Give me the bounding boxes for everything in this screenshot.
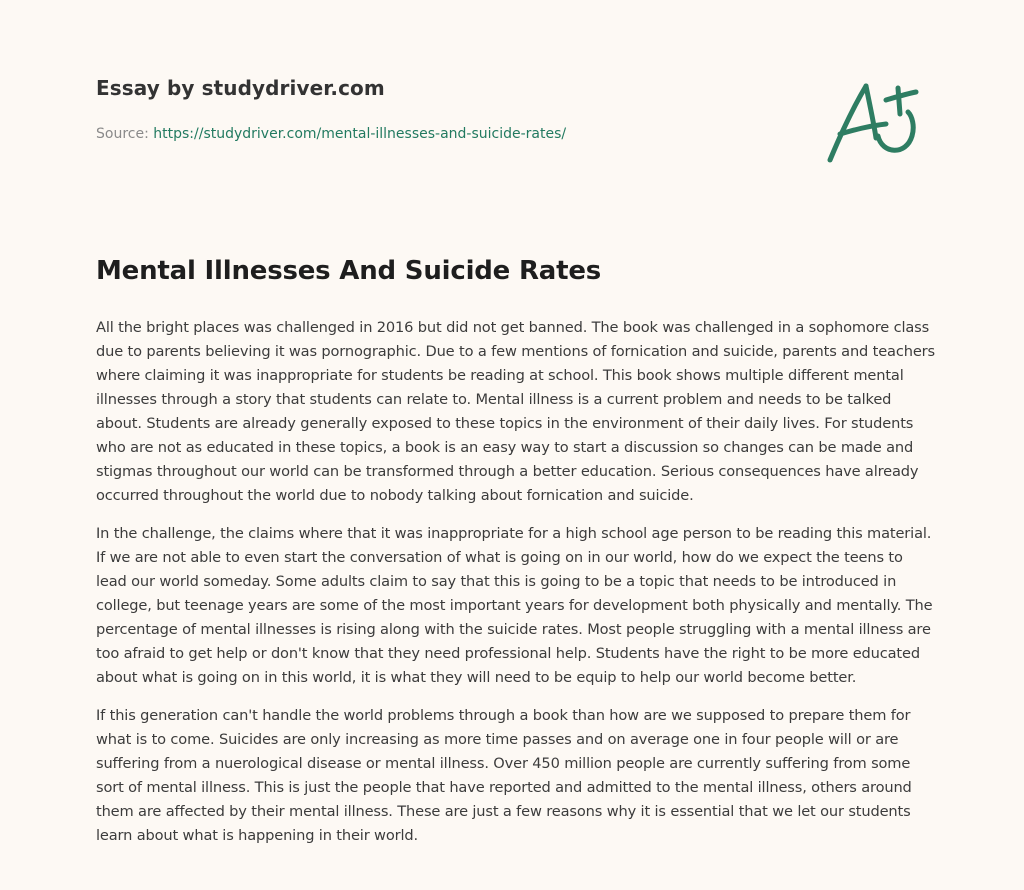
source-link[interactable]: https://studydriver.com/mental-illnesses-and-suicide-rates/ <box>153 126 567 142</box>
article-paragraph: All the bright places was challenged in 2016 but did not get banned. The book was challenged in a sophomore class due to parents believing it was pornographic. Due to a few mentions of fornication and suicide, parents and teachers where claiming it was inappropriate for students be reading at school. This book shows multiple different mental illnesses through a story that students can relate to. Mental illness is a current problem and needs to be talked about. Students are already generally exposed to these topics in the environment of their daily lives. For students who are not as educated in these topics, a book is an easy way to start a discussion so changes can be made and stigmas throughout our world can be transformed through a better education. Serious consequences have already occurred throughout the world due to nobody talking about fornication and suicide. <box>96 319 935 504</box>
a-plus-grade-icon <box>820 66 930 166</box>
source-line <box>96 126 566 142</box>
brand-title: Essay by studydriver.com <box>96 76 385 100</box>
article-paragraph: In the challenge, the claims where that it was inappropriate for a high school age person to be reading this material. If we are not able to even start the conversation of what is going on in our world, how do we expect the teens to lead our world someday. Some adults claim to say that this is going to be a topic that needs to be introduced in college, but teenage years are some of the most important years for development both physically and mentally. The percentage of mental illnesses is rising along with the suicide rates. Most people struggling with a mental illness are too afraid to get help or don't know that they need professional help. Students have the right to be more educated about what is going on in this world, it is what they will need to be equip to help our world become better. <box>96 525 933 686</box>
site-header <box>96 76 936 142</box>
page-title: Mental Illnesses And Suicide Rates <box>96 256 602 286</box>
source-label: Source: <box>96 126 149 142</box>
article-paragraph: If this generation can't handle the world problems through a book than how are we supposed to prepare them for what is to come. Suicides are only increasing as more time passes and on average one in four people will or are suffering from a nuerological disease or mental illness. Over 450 million people are currently suffering from some sort of mental illness. This is just the people that have reported and admitted to the mental illness, others around them are affected by their mental illness. These are just a few reasons why it is essential that we let our students learn about what is happening in their world. <box>96 707 912 844</box>
article-body <box>96 316 936 862</box>
